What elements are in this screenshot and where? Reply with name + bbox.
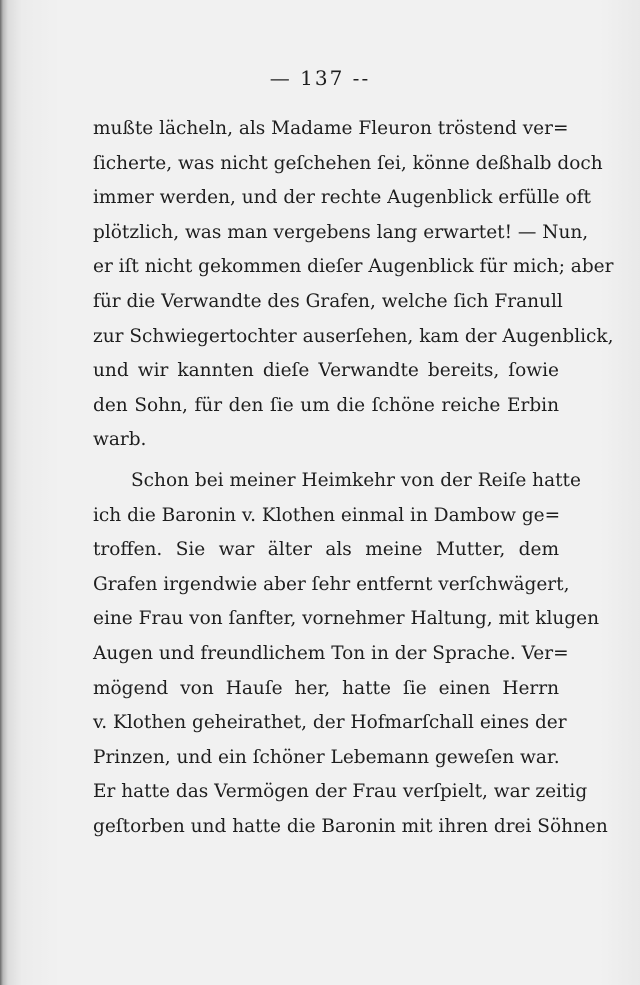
text-line: plötzlich, was man vergebens lang erwartet! — Nun,	[93, 221, 589, 243]
text-line: warb.	[93, 429, 147, 451]
text-line: ich die Baronin v. Klothen einmal in Dambow ge=	[93, 504, 561, 526]
text-line: Grafen irgendwie aber ſehr entfernt verſchwägert,	[93, 573, 570, 595]
text-line: den Sohn, für den ſie um die ſchöne reiche Erbin	[93, 394, 559, 416]
text-line: troffen. Sie war älter als meine Mutter, dem	[93, 539, 559, 561]
paragraph-1	[93, 112, 614, 458]
text-line: ſicherte, was nicht geſchehen ſei, könne deßhalb doch	[93, 152, 603, 174]
text-line: Prinzen, und ein ſchöner Lebemann geweſen war.	[93, 746, 560, 768]
paragraph-2	[93, 464, 608, 845]
text-line: immer werden, und der rechte Augenblick erfülle oft	[93, 187, 591, 209]
text-line: eine Frau von ſanfter, vornehmer Haltung, mit klugen	[93, 608, 599, 630]
text-line: Augen und freundlichem Ton in der Sprache. Ver=	[93, 642, 569, 664]
text-line: zur Schwiegertochter auserſehen, kam der Augenblick,	[93, 325, 614, 347]
page-number: — 137 --	[269, 66, 371, 90]
text-line: für die Verwandte des Grafen, welche ſich Franull	[93, 290, 563, 312]
body-text	[93, 112, 614, 844]
text-line: und wir kannten dieſe Verwandte bereits, ſowie	[93, 360, 559, 382]
text-line: er iſt nicht gekommen dieſer Augenblick für mich; aber	[93, 256, 614, 278]
text-line: mußte lächeln, als Madame Fleuron tröstend ver=	[93, 118, 569, 139]
text-line: geſtorben und hatte die Baronin mit ihren drei Söhnen	[93, 815, 608, 837]
text-line: mögend von Hauſe her, hatte ſie einen Herrn	[93, 677, 559, 699]
text-line: Er hatte das Vermögen der Frau verſpielt, war zeitig	[93, 781, 588, 803]
text-line: Schon bei meiner Heimkehr von der Reiſe hatte	[131, 469, 581, 491]
text-line: v. Klothen geheirathet, der Hofmarſchall eines der	[93, 712, 567, 734]
